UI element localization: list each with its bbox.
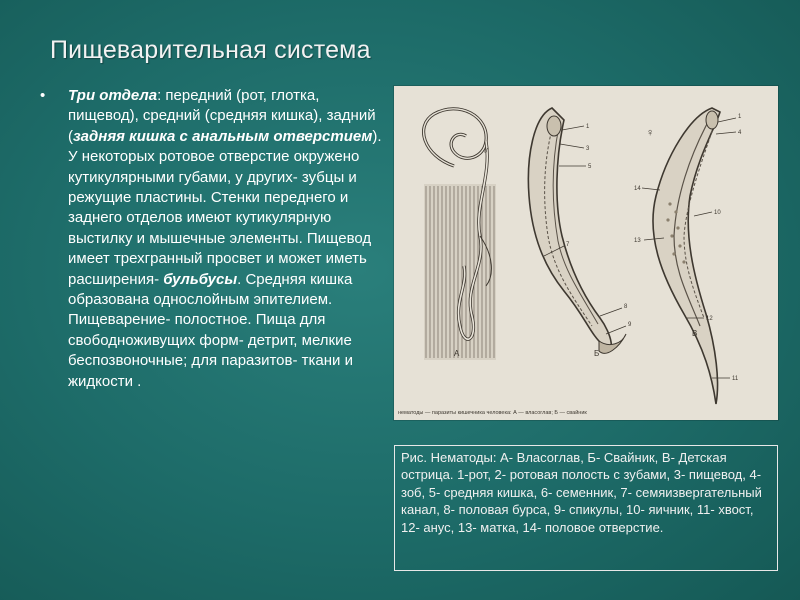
num-label-b-7: 7 [566,242,570,248]
emphasis-three-sections: Три отдела [68,87,158,104]
worm-b-hookworm [528,108,626,353]
num-label-c-1: 1 [738,114,742,120]
num-label-c-12: 12 [706,316,713,322]
emphasis-hindgut: задняя кишка с анальным отверстием [73,127,373,145]
num-label-c-14: 14 [634,186,641,192]
worm-c-pinworm [642,108,736,404]
num-label-c-10: 10 [714,210,721,216]
num-label-b-3: 3 [586,146,590,152]
num-label-b-1: 1 [586,124,590,130]
figure-bottom-caption: нематоды — паразиты кишечника человека: А — власоглав; Б — свайник [398,410,587,416]
figure-caption-box [394,445,778,571]
text-part-4: ). У некоторых ротовое отверстие окружено кутикулярными губами, у других- зубцы и режущие пластины. Стенки переднего и заднего отделов имеют кутикулярную выстилку и мышечные элементы. Пищевод имеет трехгранный просвет и может иметь расширения- [68,127,382,288]
intestinal-tissue [424,184,496,360]
num-label-b-9: 9 [628,322,632,328]
num-label-b-8: 8 [624,304,628,310]
num-label-c-13: 13 [634,238,641,244]
num-label-b-5: 5 [588,164,592,170]
num-label-c-4: 4 [738,130,742,136]
slide-title: Пищеварительная система [50,36,371,64]
figure-caption-text: Рис. Нематоды: А- Власоглав, Б- Свайник, В- Детская острица. 1-рот, 2- ротовая полость с зубами, 3- пищевод, 4-зоб, 5- средняя кишка, 6- семенник, 7- семяизвергательный канал, 8- половая бурса, 9- спикулы, 10- яичник, 11- хвост, 12- анус, 13- матка, 14- половое отверстие. [401,450,762,535]
main-text-block [40,86,385,392]
nematode-illustration [394,86,778,420]
text-part-6: . Средняя кишка образована однослойным эпителием. Пищеварение- полостное. Пища для свободноживущих форм- детрит, мелкие беспозвоночные; для паразитов- ткани и жидкости . [68,270,353,390]
emphasis-bulbus: бульбусы [163,270,238,288]
main-paragraph [68,86,385,392]
female-symbol-c: ♀ [646,127,655,139]
label-c: В [692,329,698,338]
label-a: А [454,349,460,358]
male-symbol-a: ♂ [482,145,491,157]
num-label-c-11: 11 [732,376,739,382]
label-b: Б [594,349,600,358]
text-part-2: : передний (рот, глотка, пищевод), средний (средняя кишка), задний ( [68,87,376,145]
bullet-marker: • [40,87,46,104]
nematode-figure [394,86,778,420]
